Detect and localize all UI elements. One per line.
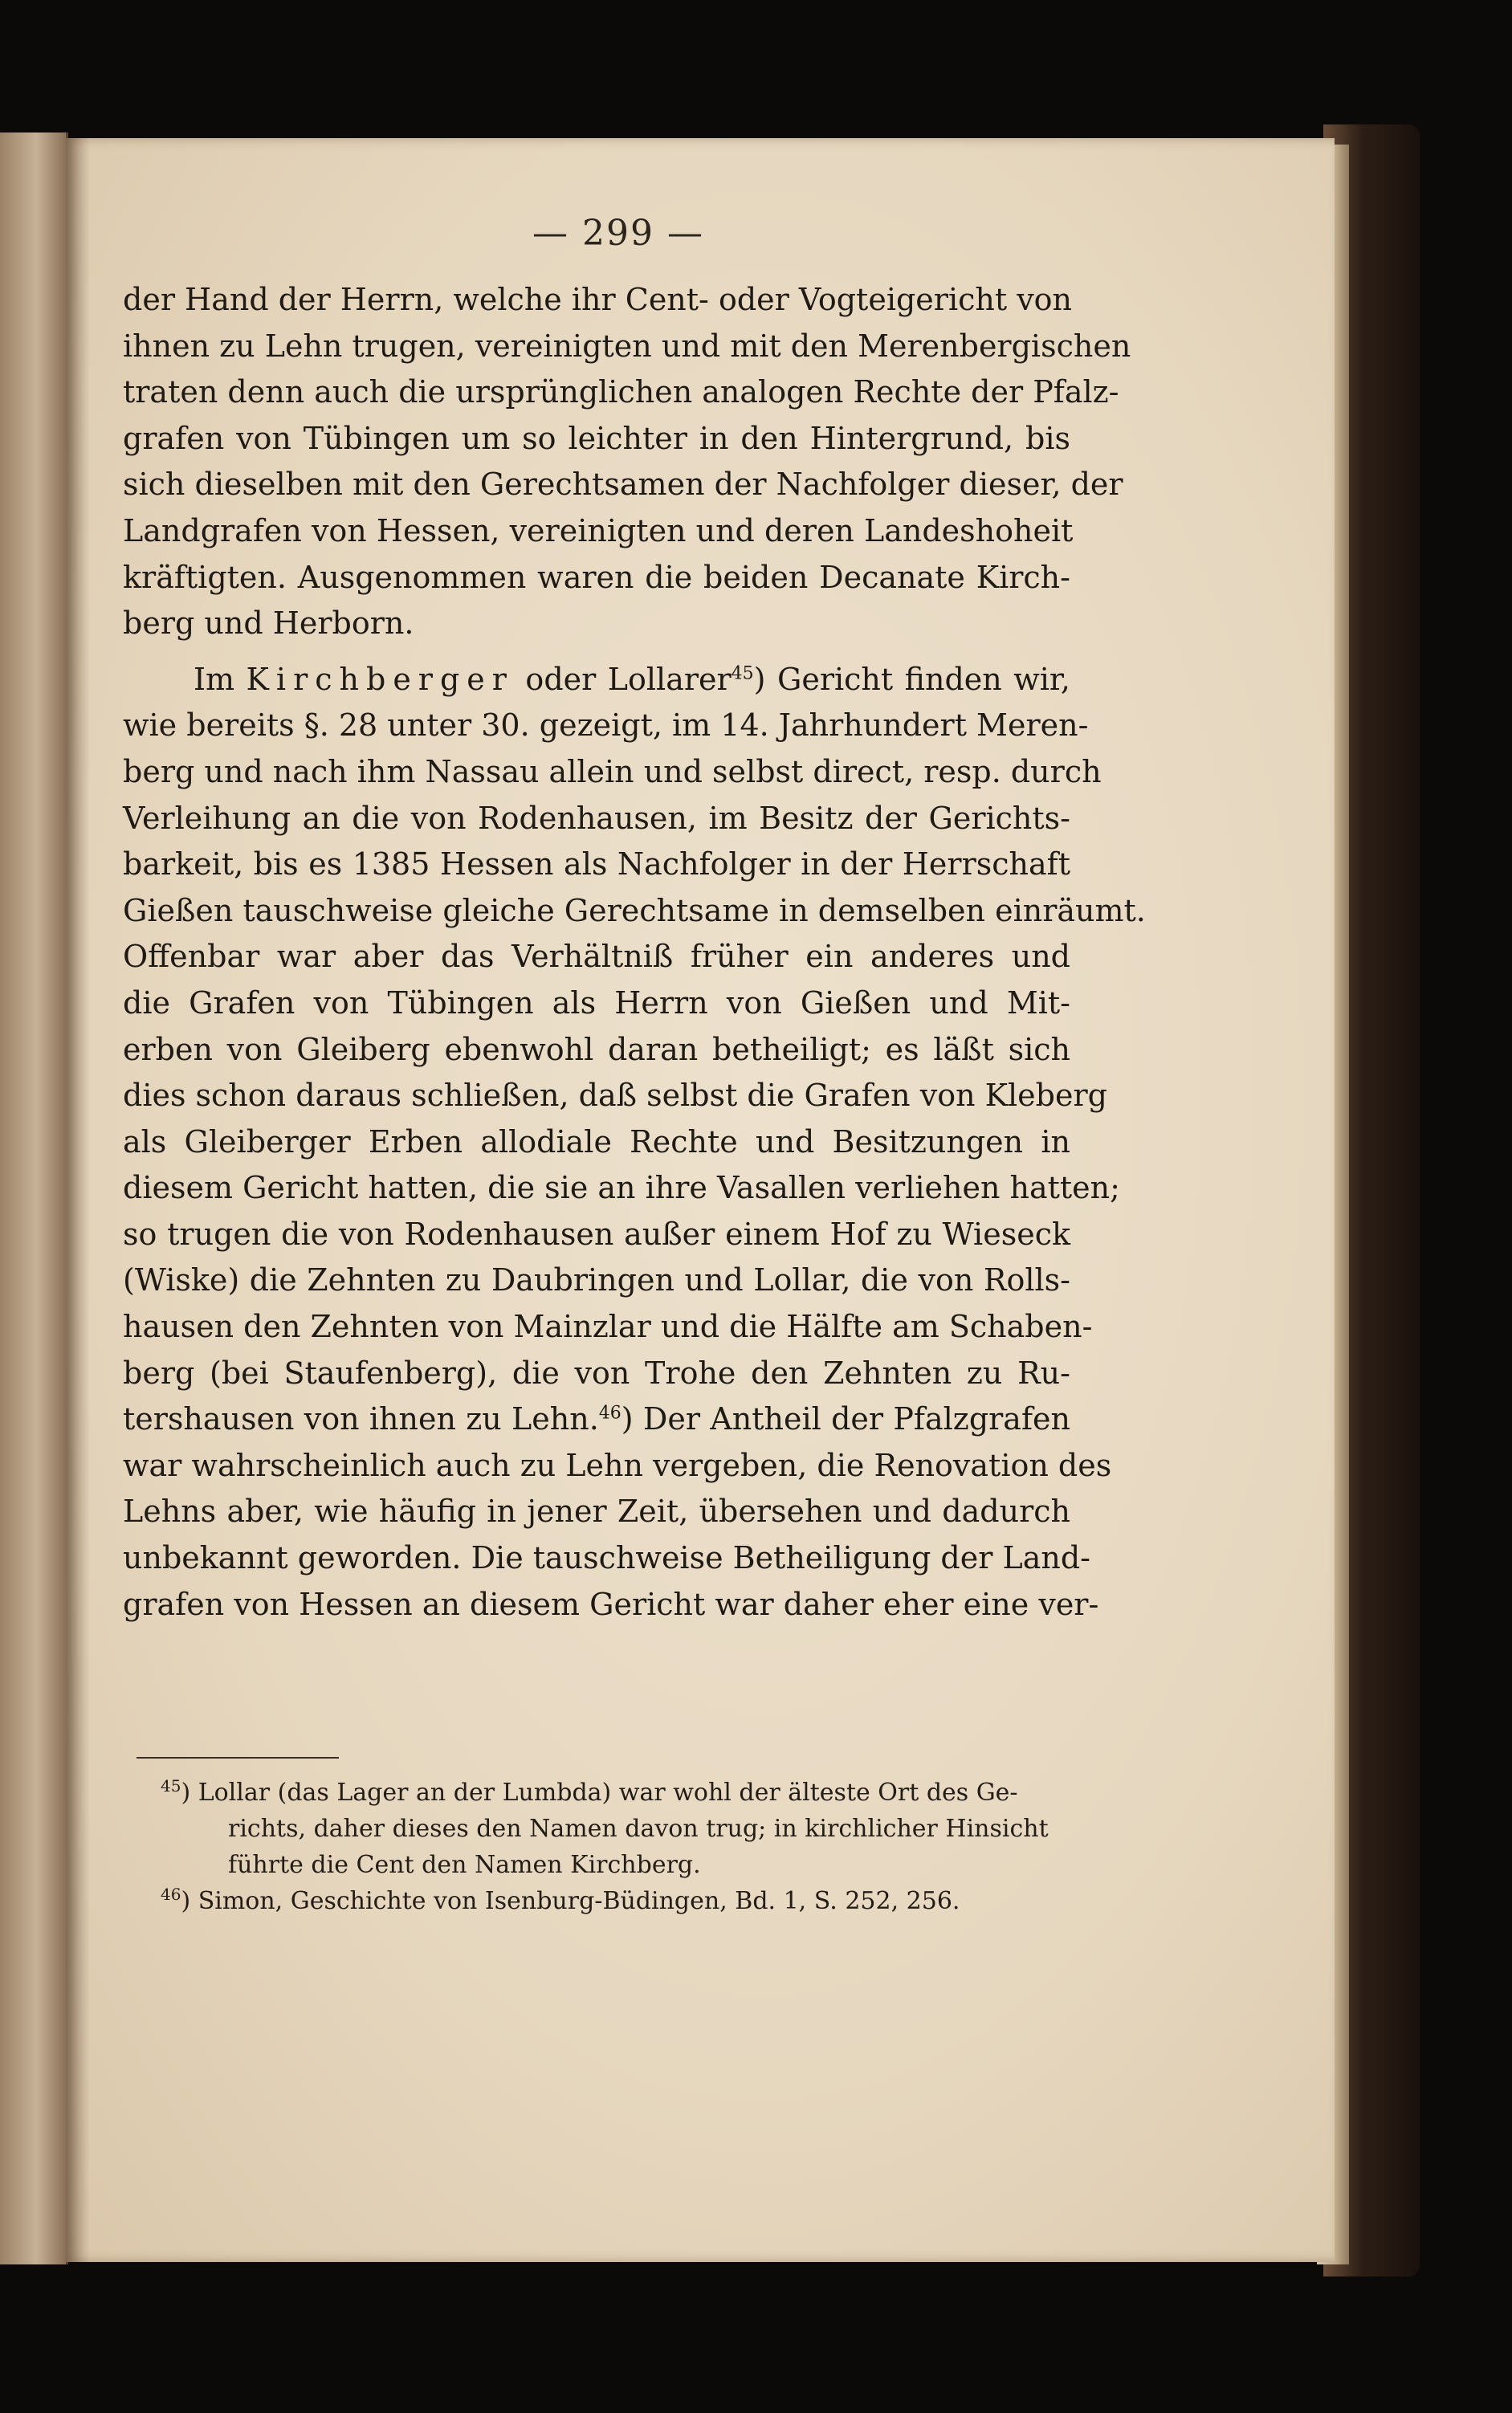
text-line: (Wiske) die Zehnten zu Daubringen und Lollar, die von Rolls- <box>123 1262 1070 1298</box>
text-line: Lehns aber, wie häufig in jener Zeit, übersehen und dadurch <box>123 1494 1070 1530</box>
text-line: ihnen zu Lehn trugen, vereinigten und mit den Merenbergischen <box>123 328 1131 364</box>
footnote-text: ) Lollar (das Lager an der Lumbda) war wohl der älteste Ort des Ge- <box>181 1779 1018 1807</box>
footnote-reference: 45 <box>731 663 754 684</box>
text-fragment: oder Lollarer <box>513 661 732 697</box>
text-line: diesem Gericht hatten, die sie an ihre Vasallen verliehen hatten; <box>123 1170 1120 1206</box>
footnote-number: 45 <box>161 1776 181 1795</box>
text-line: war wahrscheinlich auch zu Lehn vergeben, die Renovation des <box>123 1447 1112 1483</box>
footnotes <box>161 1775 1068 1919</box>
footnote-divider <box>137 1757 339 1759</box>
text-line: grafen von Hessen an diesem Gericht war daher eher eine ver- <box>123 1586 1099 1622</box>
text-fragment: ) Gericht finden wir, <box>753 661 1070 697</box>
left-page-edge <box>0 132 68 2264</box>
text-line: erben von Gleiberg ebenwohl daran betheiligt; es läßt sich <box>123 1031 1070 1067</box>
binding-shadow <box>66 138 90 2262</box>
text-fragment: Im <box>194 661 247 697</box>
footnote-text: ) Simon, Geschichte von Isenburg-Büdingen, Bd. 1, S. 252, 256. <box>181 1887 960 1915</box>
text-line: Gießen tauschweise gleiche Gerechtsame in demselben einräumt. <box>123 892 1146 928</box>
footnote-reference: 46 <box>598 1403 622 1424</box>
paragraph-gap <box>123 647 1070 657</box>
text-line-with-footnote-ref <box>123 657 1070 703</box>
text-line-with-footnote-ref <box>123 1396 1070 1443</box>
emphasized-term: Kirchberger <box>246 661 514 697</box>
text-line: wie bereits §. 28 unter 30. gezeigt, im 14. Jahrhundert Meren- <box>123 707 1089 744</box>
text-line: so trugen die von Rodenhausen außer einem Hof zu Wieseck <box>123 1216 1070 1252</box>
text-fragment: tershausen von ihnen zu Lehn. <box>123 1401 599 1437</box>
text-line: unbekannt geworden. Die tauschweise Betheiligung der Land- <box>123 1540 1091 1576</box>
text-fragment: ) Der Antheil der Pfalzgrafen <box>621 1401 1070 1437</box>
text-line: grafen von Tübingen um so leichter in den Hintergrund, bis <box>123 420 1070 456</box>
text-line: berg und Herborn. <box>123 605 414 642</box>
text-line: dies schon daraus schließen, daß selbst die Grafen von Kleberg <box>123 1078 1107 1114</box>
footnote-text: führte die Cent den Namen Kirchberg. <box>228 1851 701 1879</box>
footnote-number: 46 <box>161 1885 181 1904</box>
text-line: kräftigten. Ausgenommen waren die beiden Decanate Kirch- <box>123 559 1070 595</box>
body-text <box>123 277 1146 1628</box>
paragraph-1 <box>123 277 1131 647</box>
text-line: hausen den Zehnten von Mainzlar und die Hälfte am Schaben- <box>123 1309 1093 1345</box>
text-line: berg (bei Staufenberg), die von Trohe den Zehnten zu Ru- <box>123 1355 1070 1391</box>
text-line: berg und nach ihm Nassau allein und selbst direct, resp. durch <box>123 753 1102 789</box>
page-number: — 299 — <box>532 213 704 254</box>
text-line: Landgrafen von Hessen, vereinigten und deren Landeshoheit <box>123 512 1074 548</box>
paragraph-2 <box>123 657 1146 1628</box>
text-line: sich dieselben mit den Gerechtsamen der Nachfolger dieser, der <box>123 467 1123 503</box>
footnote-45 <box>161 1775 1068 1811</box>
text-line: der Hand der Herrn, welche ihr Cent- oder Vogteigericht von <box>123 282 1073 317</box>
text-line: Verleihung an die von Rodenhausen, im Besitz der Gerichts- <box>123 800 1070 836</box>
text-line: als Gleiberger Erben allodiale Rechte und Besitzungen in <box>123 1123 1070 1160</box>
text-line: traten denn auch die ursprünglichen analogen Rechte der Pfalz- <box>123 374 1119 410</box>
text-line: Offenbar war aber das Verhältniß früher ein anderes und <box>123 939 1070 975</box>
footnote-text: richts, daher dieses den Namen davon trug; in kirchlicher Hinsicht <box>228 1815 1049 1843</box>
text-line: die Grafen von Tübingen als Herrn von Gießen und Mit- <box>123 984 1070 1021</box>
footnote-46 <box>161 1883 1068 1919</box>
text-line: barkeit, bis es 1385 Hessen als Nachfolger in der Herrschaft <box>123 846 1070 882</box>
